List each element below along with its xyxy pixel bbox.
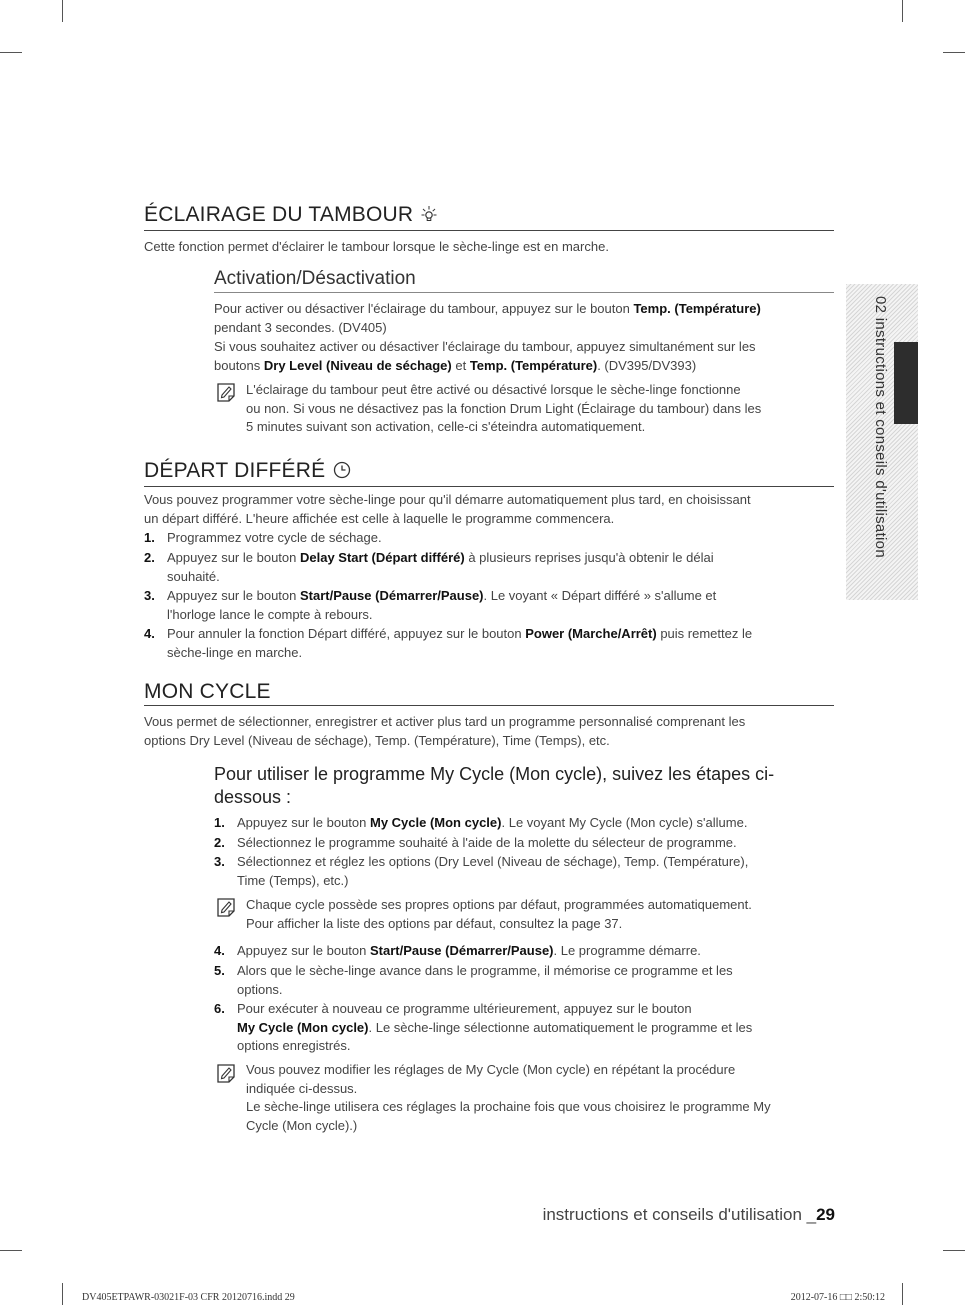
text: Appuyez sur le bouton — [167, 588, 300, 603]
button-name: Temp. (Température) — [469, 357, 598, 373]
text: Pour exécuter à nouveau ce programme ultérieurement, appuyez sur le bouton — [237, 1001, 692, 1016]
note-text — [246, 896, 836, 933]
text: . Le programme démarre. — [553, 943, 701, 958]
text: Time (Temps), etc.) — [237, 872, 349, 888]
step-item — [214, 962, 834, 999]
step-item — [144, 625, 834, 662]
text: Le sèche-linge utilisera ces réglages la prochaine fois que vous choisirez le programme My — [246, 1099, 771, 1114]
section-title-text: ÉCLAIRAGE DU TAMBOUR — [144, 203, 414, 226]
text: pendant 3 secondes. (DV405) — [214, 319, 387, 335]
step-number: 4. — [144, 626, 155, 641]
step-item — [144, 529, 834, 548]
text: Pour activer ou désactiver l'éclairage du tambour, appuyez sur le bouton — [214, 301, 634, 316]
step-item — [214, 834, 834, 853]
step-number: 5. — [214, 963, 225, 978]
step-number: 6. — [214, 1001, 225, 1016]
note-text — [246, 381, 836, 437]
text: 5 minutes suivant son activation, celle-ci s'éteindra automatiquement. — [246, 419, 646, 434]
button-name: Dry Level (Niveau de séchage) — [263, 357, 452, 373]
print-file-info: DV405ETPAWR-03021F-03 CFR 20120716.indd 29 — [82, 1292, 295, 1303]
text: Si vous souhaitez activer ou désactiver l'éclairage du tambour, appuyez simultanément sur les — [214, 339, 756, 354]
note-icon — [216, 383, 236, 402]
text: boutons — [214, 357, 264, 373]
crop-mark — [943, 1250, 965, 1251]
text: . Le voyant « Départ différé » s'allume et — [483, 588, 717, 603]
chapter-label: 02 instructions et conseils d'utilisation — [872, 296, 889, 558]
step-number: 3. — [214, 854, 225, 869]
step-number: 3. — [144, 588, 155, 603]
text: Programmez votre cycle de séchage. — [167, 530, 382, 545]
text: Vous permet de sélectionner, enregistrer et activer plus tard un programme personnalisé comprenant les — [144, 714, 746, 729]
text: Cycle (Mon cycle).) — [246, 1117, 358, 1133]
button-name: My Cycle (Mon cycle) — [369, 815, 502, 830]
crop-mark — [0, 52, 22, 53]
chapter-marker — [894, 342, 918, 424]
note-icon — [216, 1064, 236, 1083]
text: options Dry Level (Niveau de séchage), Temp. (Température), Time (Temps), etc. — [144, 732, 610, 748]
button-name: Power (Marche/Arrêt) — [525, 626, 657, 641]
page-number: 29 — [816, 1205, 835, 1224]
page-footer — [543, 1205, 835, 1225]
button-name: Start/Pause (Démarrer/Pause) — [299, 588, 484, 603]
paragraph — [214, 300, 839, 337]
text: ou non. Si vous ne désactivez pas la fonction Drum Light (Éclairage du tambour) dans les — [246, 400, 762, 416]
text: dessous : — [214, 787, 292, 807]
crop-mark — [902, 0, 903, 22]
text: Appuyez sur le bouton — [167, 550, 300, 565]
crop-mark — [62, 0, 63, 22]
step-item — [214, 814, 834, 833]
print-timestamp: 2012-07-16 □□ 2:50:12 — [790, 1292, 885, 1303]
footer-text: instructions et conseils d'utilisation _ — [542, 1205, 817, 1224]
paragraph — [214, 338, 839, 375]
intro-text — [144, 713, 834, 750]
subsection-title-mycycle — [214, 763, 814, 809]
step-item — [214, 942, 834, 961]
step-number: 2. — [214, 835, 225, 850]
text: . Le voyant My Cycle (Mon cycle) s'allume. — [501, 815, 748, 830]
button-name: Delay Start (Départ différé) — [299, 550, 465, 565]
text: à plusieurs reprises jusqu'à obtenir le délai — [464, 550, 714, 565]
text: Vous pouvez programmer votre sèche-linge pour qu'il démarre automatiquement plus tard, en choisissant — [144, 492, 751, 507]
section-title-text: DÉPART DIFFÉRÉ — [144, 459, 326, 482]
text: Appuyez sur le bouton — [237, 943, 370, 958]
text: un départ différé. L'heure affichée est celle à laquelle le programme commencera. — [144, 510, 615, 526]
text: souhaité. — [167, 568, 220, 584]
text: Pour annuler la fonction Départ différé, appuyez sur le bouton — [167, 626, 526, 641]
lamp-icon — [421, 205, 437, 229]
section-title-eclairage — [144, 203, 834, 231]
text: . Le sèche-linge sélectionne automatiquement le programme et les — [368, 1019, 753, 1035]
text: options enregistrés. — [237, 1038, 351, 1053]
crop-mark — [62, 1283, 63, 1305]
text: Alors que le sèche-linge avance dans le programme, il mémorise ce programme et les — [237, 963, 733, 978]
button-name: Start/Pause (Démarrer/Pause) — [369, 943, 554, 958]
step-number: 4. — [214, 943, 225, 958]
text: Sélectionnez et réglez les options (Dry Level (Niveau de séchage), Temp. (Température), — [237, 854, 749, 869]
text: l'horloge lance le compte à rebours. — [167, 606, 373, 622]
text: Chaque cycle possède ses propres options par défaut, programmées automatiquement. — [246, 897, 752, 912]
section-title-moncycle — [144, 680, 834, 706]
step-number: 1. — [144, 530, 155, 545]
section-title-text: MON CYCLE — [144, 680, 271, 703]
step-item — [144, 549, 834, 586]
step-item — [144, 587, 834, 624]
button-name: My Cycle (Mon cycle) — [237, 1019, 369, 1035]
text: indiquée ci-dessus. — [246, 1080, 358, 1096]
note-icon — [216, 898, 236, 917]
button-name: Temp. (Température) — [633, 301, 761, 316]
intro-text — [144, 491, 834, 528]
text: L'éclairage du tambour peut être activé ou désactivé lorsque le sèche-linge fonctionne — [246, 382, 741, 397]
note-text — [246, 1061, 836, 1135]
clock-icon — [333, 461, 351, 485]
text: sèche-linge en marche. — [167, 644, 303, 660]
subsection-title-activation: Activation/Désactivation — [214, 268, 834, 293]
section-title-depart — [144, 459, 834, 487]
intro-text: Cette fonction permet d'éclairer le tambour lorsque le sèche-linge est en marche. — [144, 239, 609, 254]
step-number: 1. — [214, 815, 225, 830]
text: . (DV395/DV393) — [597, 357, 697, 373]
text: Appuyez sur le bouton — [237, 815, 370, 830]
crop-mark — [0, 1250, 22, 1251]
chapter-side-tab — [846, 284, 918, 600]
step-item — [214, 1000, 834, 1056]
text: puis remettez le — [656, 626, 753, 641]
crop-mark — [943, 52, 965, 53]
text: Pour utiliser le programme My Cycle (Mon cycle), suivez les étapes ci- — [214, 764, 775, 784]
text: et — [451, 357, 470, 373]
text: Vous pouvez modifier les réglages de My Cycle (Mon cycle) en répétant la procédure — [246, 1062, 736, 1077]
crop-mark — [902, 1283, 903, 1305]
step-item — [214, 853, 834, 890]
text: options. — [237, 981, 283, 997]
step-number: 2. — [144, 550, 155, 565]
text: Sélectionnez le programme souhaité à l'aide de la molette du sélecteur de programme. — [237, 835, 737, 850]
text: Pour afficher la liste des options par défaut, consultez la page 37. — [246, 915, 623, 931]
